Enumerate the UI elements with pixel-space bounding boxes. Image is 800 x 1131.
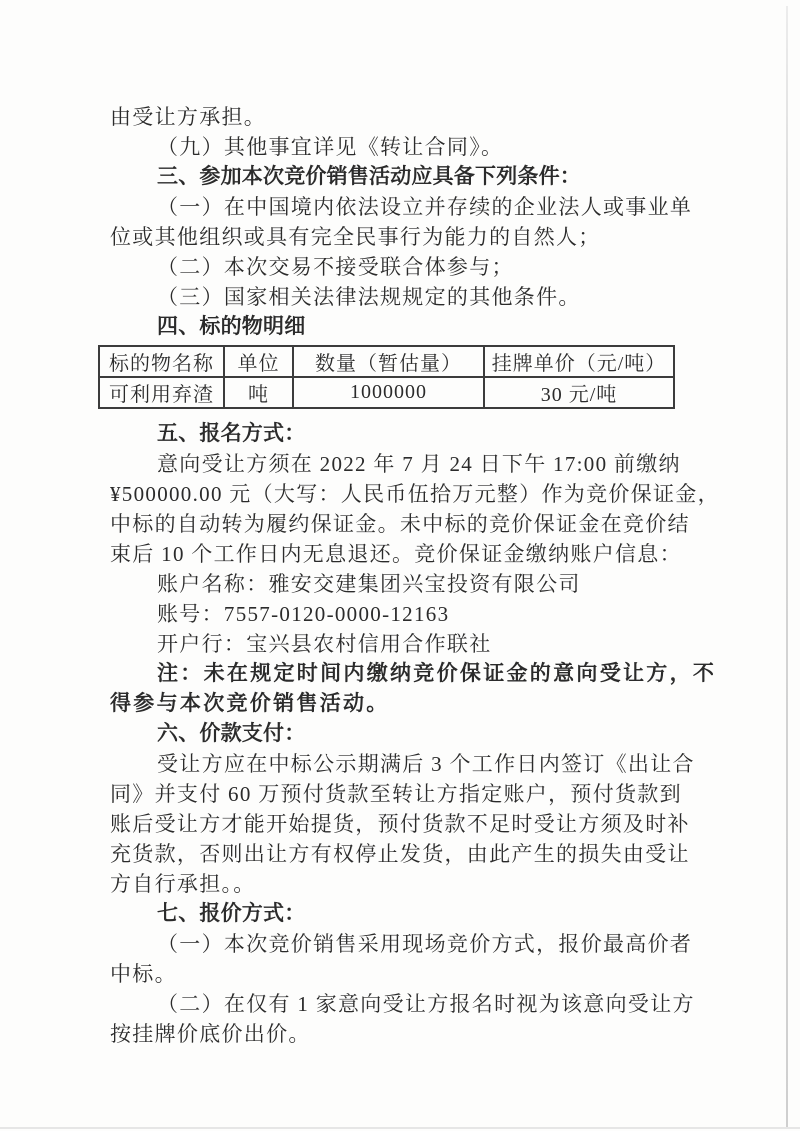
- table-cell: 可利用弃渣: [99, 377, 224, 408]
- text-line: 束后 10 个工作日内无息退还。竞价保证金缴纳账户信息：: [110, 542, 682, 566]
- table-header-row: [99, 346, 674, 377]
- heading-line: 七、报价方式：: [157, 902, 306, 925]
- table-cell: 30 元/吨: [484, 377, 674, 408]
- scan-edge-horizontal-line: [0, 1127, 800, 1129]
- scan-edge-vertical-line: [786, 6, 788, 1129]
- table-row: [99, 377, 674, 408]
- heading-line: 六、价款支付：: [157, 722, 306, 745]
- text-line: 按挂牌价底价出价。: [110, 1022, 311, 1046]
- text-line: （九）其他事宜详见《转让合同》。: [157, 135, 504, 159]
- post-table-text-block: [110, 419, 720, 1049]
- subject-matter-table: [98, 345, 675, 409]
- table-header-cell: 挂牌单价（元/吨）: [484, 346, 674, 377]
- table-cell: 1000000: [293, 377, 484, 408]
- table-cell: 吨: [224, 377, 293, 408]
- text-line: 账后受让方才能开始提货，预付货款不足时受让方须及时补: [110, 812, 690, 836]
- text-line: 账号：7557-0120-0000-12163: [157, 602, 450, 626]
- text-line: ¥500000.00 元（大写：人民币伍拾万元整）作为竞价保证金，: [110, 482, 720, 506]
- text-line: 充货款，否则出让方有权停止发货，由此产生的损失由受让: [110, 842, 690, 866]
- table-header-cell: 单位: [224, 346, 293, 377]
- heading-line: 得参与本次竞价销售活动。: [110, 692, 390, 715]
- text-line: 意向受让方须在 2022 年 7 月 24 日下午 17:00 前缴纳: [157, 452, 681, 476]
- text-line: 中标的自动转为履约保证金。未中标的竞价保证金在竞价结: [110, 512, 690, 536]
- heading-line: 五、报名方式：: [157, 422, 306, 445]
- text-line: 由受让方承担。: [110, 105, 267, 129]
- text-line: 同》并支付 60 万预付货款至转让方指定账户，预付货款到: [110, 782, 682, 806]
- heading-line: 注：未在规定时间内缴纳竞价保证金的意向受让方，不: [157, 662, 717, 685]
- pre-table-text-block: [110, 102, 720, 342]
- table-header-cell: 数量（暂估量）: [293, 346, 484, 377]
- text-line: 位或其他组织或具有完全民事行为能力的自然人；: [110, 225, 601, 249]
- text-line: （一）在中国境内依法设立并存续的企业法人或事业单: [157, 195, 693, 219]
- text-line: 账户名称：雅安交建集团兴宝投资有限公司: [157, 572, 581, 596]
- heading-line: 四、标的物明细: [157, 315, 306, 338]
- text-line: （二）本次交易不接受联合体参与；: [157, 255, 514, 279]
- text-line: （一）本次竞价销售采用现场竞价方式，报价最高价者: [157, 932, 693, 956]
- table-header-cell: 标的物名称: [99, 346, 224, 377]
- text-line: 方自行承担。。: [110, 872, 256, 896]
- text-line: （二）在仅有 1 家意向受让方报名时视为该意向受让方: [157, 992, 695, 1016]
- text-line: 受让方应在中标公示期满后 3 个工作日内签订《出让合: [157, 752, 695, 776]
- text-line: （三）国家相关法律法规规定的其他条件。: [157, 285, 581, 309]
- heading-line: 三、参加本次竞价销售活动应具备下列条件：: [157, 165, 581, 188]
- text-line: 中标。: [110, 962, 177, 986]
- text-line: 开户行：宝兴县农村信用合作联社: [157, 632, 492, 656]
